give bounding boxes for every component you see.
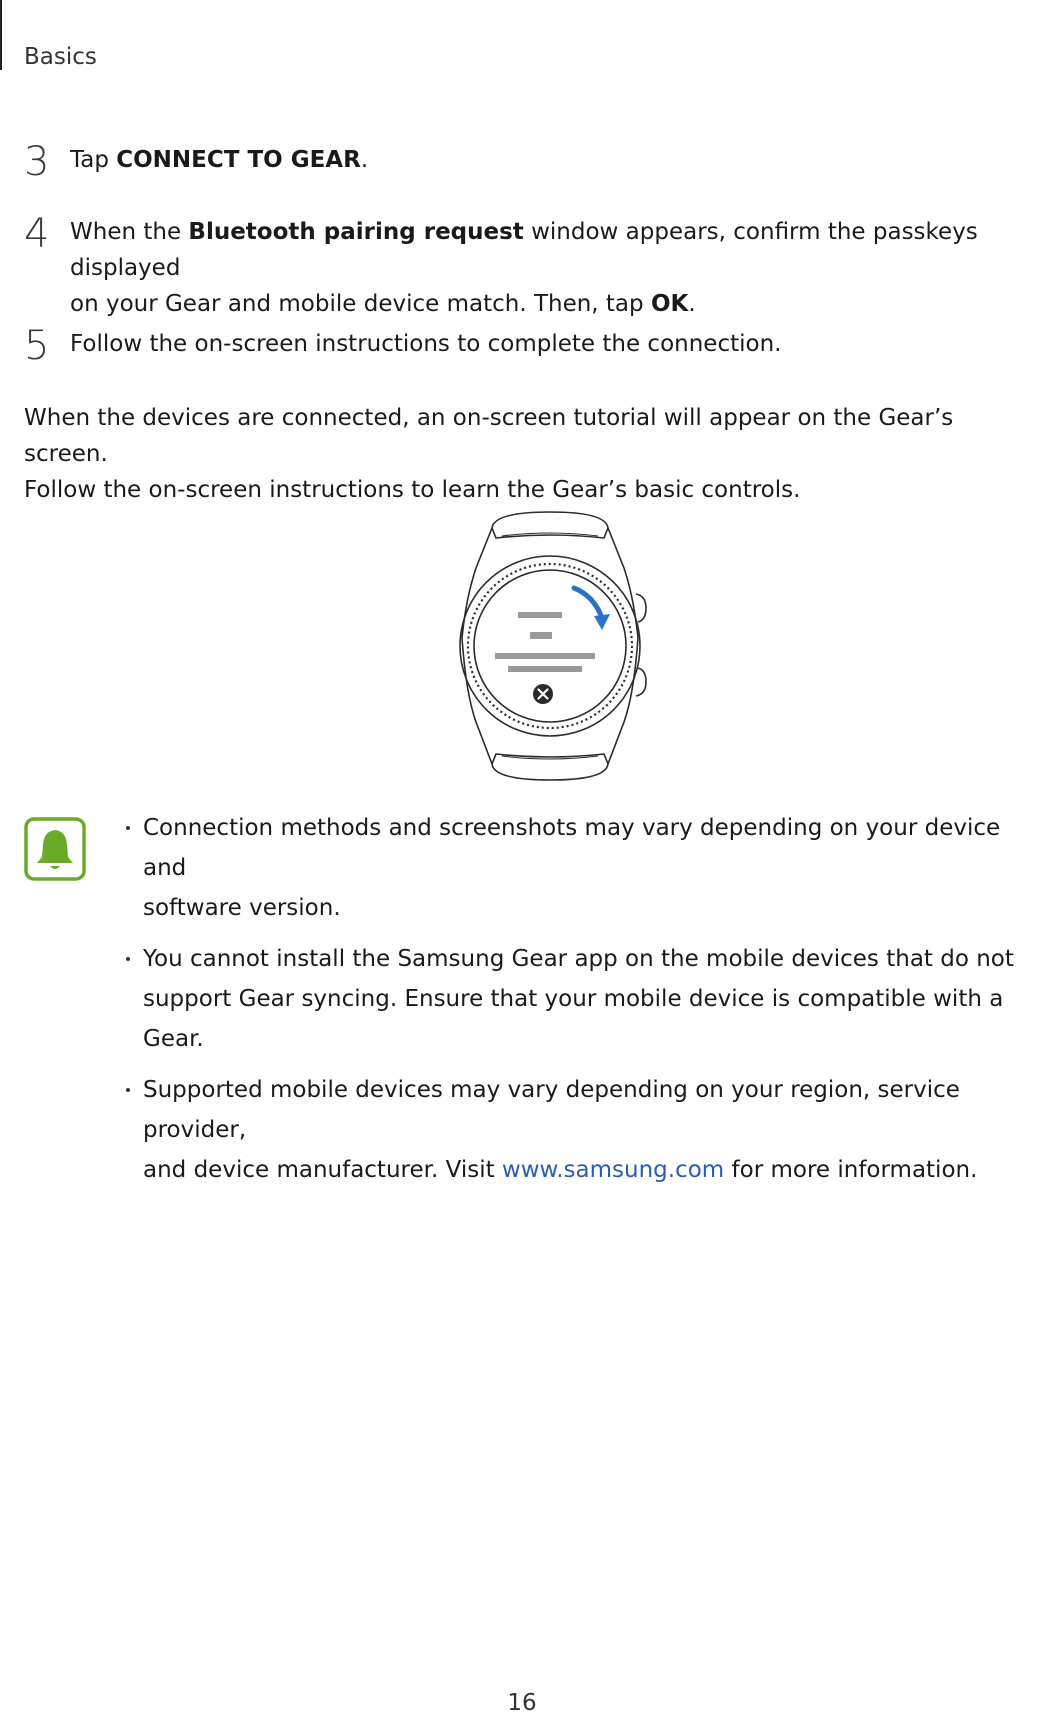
running-header: Basics bbox=[24, 44, 97, 70]
rotate-arrow-head bbox=[594, 614, 610, 630]
step-text-suffix: . bbox=[360, 147, 369, 173]
note-line: Supported mobile devices may vary depending on your region, service provider, bbox=[143, 1077, 960, 1143]
screen-line bbox=[495, 653, 595, 659]
note-item bbox=[120, 1070, 1040, 1190]
screen-line bbox=[508, 666, 582, 672]
note-line: Connection methods and screenshots may vary depending on your device and bbox=[143, 815, 1001, 881]
note-line bbox=[143, 1150, 1040, 1190]
step-3 bbox=[24, 139, 1030, 185]
bell-note-icon bbox=[24, 817, 86, 881]
note-item bbox=[120, 939, 1040, 1059]
step-text-prefix: When the bbox=[70, 219, 189, 245]
page-corner-line bbox=[0, 0, 2, 70]
step-text-prefix: Tap bbox=[70, 147, 117, 173]
note-item bbox=[120, 808, 1040, 928]
note-line: software version. bbox=[143, 895, 341, 921]
gear-watch-illustration bbox=[440, 508, 660, 784]
body-paragraph bbox=[24, 400, 1014, 508]
step-text-suffix: . bbox=[688, 291, 696, 317]
step-text-suffix: window appears, confirm the passkeys displayed bbox=[70, 219, 978, 281]
step-text-prefix: on your Gear and mobile device match. Then, tap bbox=[70, 291, 651, 317]
paragraph-line-2: Follow the on-screen instructions to learn the Gear’s basic controls. bbox=[24, 477, 801, 503]
step-text-bold: CONNECT TO GEAR bbox=[116, 147, 361, 173]
step-text-line-1 bbox=[70, 214, 1030, 286]
note-text: for more information. bbox=[724, 1157, 978, 1183]
screen-line bbox=[518, 612, 562, 618]
paragraph-line-1: When the devices are connected, an on-screen tutorial will appear on the Gear’s screen. bbox=[24, 405, 954, 467]
note-line: support Gear syncing. Ensure that your mobile device is compatible with a Gear. bbox=[143, 986, 1004, 1052]
step-number: 4 bbox=[24, 211, 50, 257]
step-4 bbox=[24, 211, 1030, 322]
step-number: 5 bbox=[24, 323, 50, 369]
rotate-arrow bbox=[574, 588, 602, 618]
screen-line bbox=[530, 632, 552, 639]
page-number: 16 bbox=[507, 1690, 537, 1716]
note-list bbox=[120, 808, 1040, 1201]
step-text bbox=[70, 142, 1030, 178]
samsung-link[interactable]: www.samsung.com bbox=[501, 1157, 725, 1183]
step-text-bold: OK bbox=[650, 291, 689, 317]
step-text: Follow the on-screen instructions to complete the connection. bbox=[70, 331, 782, 357]
step-text bbox=[70, 214, 1030, 322]
note-line: You cannot install the Samsung Gear app on the mobile devices that do not bbox=[143, 946, 1014, 972]
step-5 bbox=[24, 323, 1030, 369]
step-number: 3 bbox=[24, 139, 50, 185]
step-text-line-2 bbox=[70, 286, 1030, 322]
note-text: and device manufacturer. Visit bbox=[143, 1157, 502, 1183]
step-text-bold: Bluetooth pairing request bbox=[188, 219, 524, 245]
